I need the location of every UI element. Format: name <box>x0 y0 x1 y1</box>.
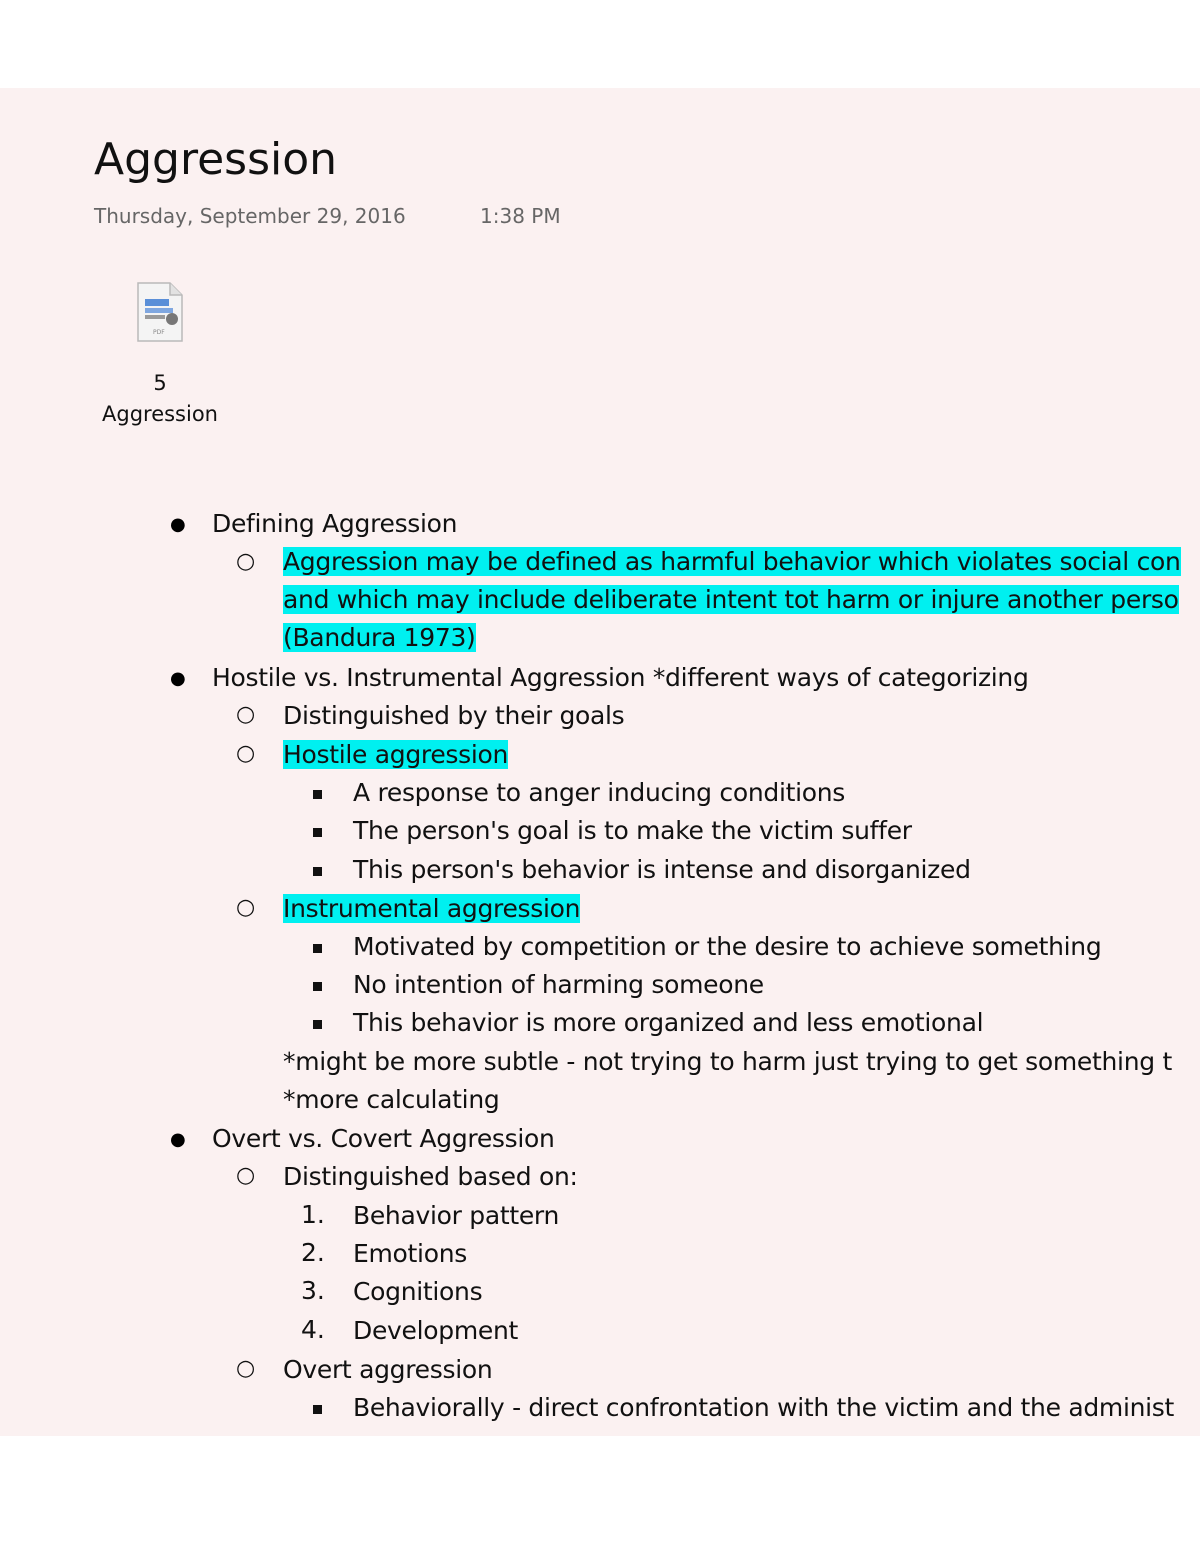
bullet-icon: ● <box>170 514 186 535</box>
list-number: 1. <box>301 1200 325 1229</box>
definition-line <box>283 545 1181 579</box>
outline-item <box>283 738 508 772</box>
definition-line <box>283 621 476 655</box>
outline-item: Distinguished by their goals <box>283 701 625 730</box>
highlighted-text: (Bandura 1973) <box>283 623 476 652</box>
list-number: 3. <box>301 1276 325 1305</box>
definition-line <box>283 583 1179 617</box>
square-bullet-icon <box>313 790 322 799</box>
outline-item: Behaviorally - direct confrontation with the victim and the administ <box>353 1393 1175 1422</box>
square-bullet-icon <box>313 982 322 991</box>
pdf-badge: PDF <box>153 329 165 336</box>
outline-item: A response to anger inducing conditions <box>353 778 845 807</box>
outline-item: This person's behavior is intense and disorganized <box>353 855 971 884</box>
page-time: 1:38 PM <box>480 204 561 228</box>
hollow-bullet-icon: ○ <box>236 741 256 766</box>
note-page <box>0 88 1200 1436</box>
outline-item: Overt aggression <box>283 1355 493 1384</box>
highlighted-text: and which may include deliberate intent tot harm or injure another perso <box>283 585 1179 614</box>
attachment-label[interactable] <box>90 368 230 430</box>
page-date: Thursday, September 29, 2016 <box>94 204 406 228</box>
outline-item: Hostile vs. Instrumental Aggression *different ways of categorizing <box>212 663 1029 692</box>
list-number: 4. <box>301 1315 325 1344</box>
bullet-icon: ● <box>170 668 186 689</box>
note-line: *might be more subtle - not trying to harm just trying to get something t <box>283 1047 1172 1076</box>
highlighted-text: Hostile aggression <box>283 740 509 769</box>
numbered-item: Emotions <box>353 1239 467 1268</box>
hollow-bullet-icon: ○ <box>236 895 256 920</box>
outline-item: Overt vs. Covert Aggression <box>212 1124 555 1153</box>
page-title: Aggression <box>94 134 338 185</box>
square-bullet-icon <box>313 1020 322 1029</box>
bullet-icon: ● <box>170 1129 186 1150</box>
outline-item: This behavior is more organized and less emotional <box>353 1008 984 1037</box>
hollow-bullet-icon: ○ <box>236 549 256 574</box>
square-bullet-icon <box>313 828 322 837</box>
outline-item: The person's goal is to make the victim suffer <box>353 816 912 845</box>
square-bullet-icon <box>313 1405 322 1414</box>
hollow-bullet-icon: ○ <box>236 1356 256 1381</box>
pdf-file-icon[interactable] <box>136 281 184 343</box>
outline-item: Defining Aggression <box>212 509 458 538</box>
numbered-item: Cognitions <box>353 1277 483 1306</box>
highlighted-text: Instrumental aggression <box>283 894 581 923</box>
attachment-label-line2: Aggression <box>102 402 218 426</box>
numbered-item: Development <box>353 1316 518 1345</box>
list-number: 2. <box>301 1238 325 1267</box>
highlighted-text: Aggression may be defined as harmful behavior which violates social con <box>283 547 1181 576</box>
square-bullet-icon <box>313 944 322 953</box>
square-bullet-icon <box>313 867 322 876</box>
note-line: *more calculating <box>283 1085 500 1114</box>
outline-item: Distinguished based on: <box>283 1162 578 1191</box>
outline-item: Motivated by competition or the desire to achieve something <box>353 932 1102 961</box>
outline-item: No intention of harming someone <box>353 970 764 999</box>
attachment-label-line1: 5 <box>153 371 167 395</box>
outline-item <box>283 892 580 926</box>
numbered-item: Behavior pattern <box>353 1201 560 1230</box>
hollow-bullet-icon: ○ <box>236 1163 256 1188</box>
hollow-bullet-icon: ○ <box>236 702 256 727</box>
